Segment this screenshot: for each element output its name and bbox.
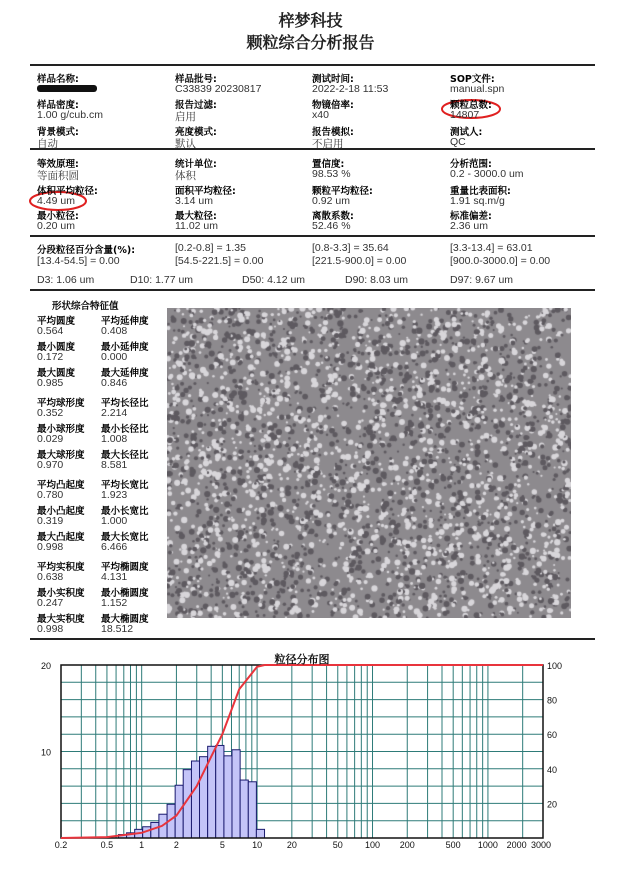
shape-label: 最大椭圆度 xyxy=(101,614,149,625)
field-value: 0.92 um xyxy=(312,195,350,207)
field-label: 颗粒平均粒径: xyxy=(312,186,373,197)
field-label: 测试人: xyxy=(450,127,483,138)
field-label: 离散系数: xyxy=(312,211,354,222)
y-right-tick-label: 40 xyxy=(547,764,558,775)
x-tick-label: 50 xyxy=(332,840,343,850)
segment-value: [0.2-0.8] = 1.35 xyxy=(175,242,246,254)
histogram-bar xyxy=(232,750,240,838)
field-value: 3.14 um xyxy=(175,195,213,207)
shape-label: 平均球形度 xyxy=(37,398,85,409)
percentile-value: D97: 9.67 um xyxy=(450,274,514,286)
shape-value: 0.998 xyxy=(37,541,64,553)
field-value: manual.spn xyxy=(450,83,505,95)
shape-value: 0.564 xyxy=(37,325,64,337)
shape-value: 0.029 xyxy=(37,433,64,445)
shape-label: 最大圆度 xyxy=(37,368,76,379)
shape-value: 0.000 xyxy=(101,351,128,363)
field-value: 体积 xyxy=(175,170,196,182)
shape-label: 平均长径比 xyxy=(101,398,149,409)
shape-label: 平均实积度 xyxy=(37,562,85,573)
field-label: 置信度: xyxy=(312,159,345,170)
field-label: 样品密度: xyxy=(37,100,79,111)
segment-value: [0.8-3.3] = 35.64 xyxy=(312,242,389,254)
field-value: 2022-2-18 11:53 xyxy=(312,83,389,95)
shape-label: 最小圆度 xyxy=(37,342,76,353)
field-value: 4.49 um xyxy=(37,195,75,207)
shape-label: 平均凸起度 xyxy=(37,480,85,491)
report-title: 颗粒综合分析报告 xyxy=(246,33,375,52)
field-value: x40 xyxy=(312,109,329,121)
field-value: 2.36 um xyxy=(450,220,488,232)
divider xyxy=(30,638,595,640)
field-value: 98.53 % xyxy=(312,168,351,180)
shape-value: 18.512 xyxy=(101,623,134,635)
x-tick-label: 2 xyxy=(173,840,179,850)
x-tick-label: 0.5 xyxy=(100,840,114,850)
shape-label: 最大球形度 xyxy=(37,450,85,461)
field-value: 52.46 % xyxy=(312,220,351,232)
field-label: 物镜倍率: xyxy=(312,100,354,111)
redacted-sample-name xyxy=(37,85,97,92)
percentile-value: D50: 4.12 um xyxy=(242,274,306,286)
x-tick-label: 200 xyxy=(399,840,415,850)
shape-label: 最小椭圆度 xyxy=(101,588,149,599)
shape-value: 0.408 xyxy=(101,325,128,337)
field-label: 体积平均粒径: xyxy=(37,186,98,197)
field-value: 1.00 g/cub.cm xyxy=(37,109,103,121)
field-label: SOP文件: xyxy=(450,74,495,85)
field-value: 自动 xyxy=(37,138,58,150)
shape-label: 平均长宽比 xyxy=(101,480,149,491)
divider xyxy=(30,289,595,291)
field-label: 样品批号: xyxy=(175,74,217,85)
segment-value: [900.0-3000.0] = 0.00 xyxy=(450,255,551,267)
divider xyxy=(30,64,595,66)
y-right-tick-label: 60 xyxy=(547,730,558,741)
microscope-image xyxy=(167,308,571,618)
shape-value: 1.008 xyxy=(101,433,128,445)
field-label: 颗粒总数: xyxy=(450,100,492,111)
company-name: 梓梦科技 xyxy=(278,11,343,30)
field-label: 统计单位: xyxy=(175,159,217,170)
field-value: 启用 xyxy=(175,111,196,123)
shape-value: 0.985 xyxy=(37,377,64,389)
size-distribution-chart xyxy=(0,650,621,880)
x-tick-label: 10 xyxy=(252,840,263,850)
shape-label: 平均椭圆度 xyxy=(101,562,149,573)
chart-title: 粒径分布图 xyxy=(274,653,330,666)
x-tick-label: 3000 xyxy=(530,840,552,850)
field-value: 默认 xyxy=(175,138,196,150)
field-value: 14807 xyxy=(450,109,480,121)
shape-label: 最小实积度 xyxy=(37,588,85,599)
y-left-tick-label: 20 xyxy=(40,661,51,671)
shape-value: 0.247 xyxy=(37,597,64,609)
x-tick-label: 100 xyxy=(364,840,381,850)
field-value: 不启用 xyxy=(312,138,344,150)
field-label: 亮度模式: xyxy=(175,127,217,138)
histogram-bar xyxy=(256,829,264,838)
x-tick-label: 2000 xyxy=(506,840,527,850)
shape-value: 0.846 xyxy=(101,377,128,389)
field-value: 等面积圆 xyxy=(37,170,79,182)
shape-label: 最小长宽比 xyxy=(101,506,149,517)
shape-value: 0.638 xyxy=(37,571,64,583)
x-tick-label: 5 xyxy=(219,840,225,850)
x-tick-label: 500 xyxy=(445,840,461,850)
field-label: 等效原理: xyxy=(37,159,79,170)
field-label: 测试时间: xyxy=(312,74,354,85)
y-right-tick-label: 100 xyxy=(547,661,563,671)
x-tick-label: 0.2 xyxy=(54,840,68,850)
divider xyxy=(30,235,595,237)
percentile-value: D90: 8.03 um xyxy=(345,274,409,286)
histogram-bar xyxy=(200,757,208,838)
field-value: C33839 20230817 xyxy=(175,83,262,95)
shape-label: 最大长径比 xyxy=(101,450,149,461)
field-value: 0.20 um xyxy=(37,220,75,232)
segment-value: [221.5-900.0] = 0.00 xyxy=(312,255,407,267)
shape-value: 8.581 xyxy=(101,459,128,471)
histogram-bar xyxy=(240,780,248,838)
shape-value: 0.970 xyxy=(37,459,64,471)
histogram-bar xyxy=(216,745,224,838)
field-label: 背景模式: xyxy=(37,127,79,138)
shape-value: 0.319 xyxy=(37,515,64,527)
shape-value: 4.131 xyxy=(101,571,128,583)
shape-value: 0.780 xyxy=(37,489,64,501)
segments-label: 分段粒径百分含量(%): xyxy=(37,245,136,256)
x-tick-label: 1000 xyxy=(477,840,498,850)
field-label: 报告过滤: xyxy=(175,100,217,111)
field-label: 面积平均粒径: xyxy=(175,186,236,197)
shape-title: 形状综合特征值 xyxy=(52,301,119,312)
field-label: 样品名称: xyxy=(37,74,79,85)
histogram-bar xyxy=(191,761,199,838)
shape-value: 6.466 xyxy=(101,541,128,553)
field-value: 11.02 um xyxy=(175,220,218,232)
field-value: 0.2 - 3000.0 um xyxy=(450,168,524,180)
y-right-tick-label: 80 xyxy=(547,695,558,706)
shape-label: 最大延伸度 xyxy=(101,368,149,379)
shape-label: 最小凸起度 xyxy=(37,506,85,517)
shape-value: 1.152 xyxy=(101,597,128,609)
y-left-tick-label: 10 xyxy=(40,747,51,758)
field-label: 最大粒径: xyxy=(175,211,217,222)
field-label: 重量比表面积: xyxy=(450,186,511,197)
histogram-bar xyxy=(224,756,232,838)
segment-value: [54.5-221.5] = 0.00 xyxy=(175,255,264,267)
shape-value: 1.923 xyxy=(101,489,128,501)
x-tick-label: 20 xyxy=(286,840,297,850)
segment-value: [3.3-13.4] = 63.01 xyxy=(450,242,533,254)
field-value: QC xyxy=(450,136,466,148)
shape-label: 最小长径比 xyxy=(101,424,149,435)
field-label: 报告模拟: xyxy=(312,127,354,138)
shape-label: 最大凸起度 xyxy=(37,532,85,543)
field-label: 最小粒径: xyxy=(37,211,79,222)
x-tick-label: 1 xyxy=(139,840,145,850)
shape-value: 0.998 xyxy=(37,623,64,635)
shape-value: 2.214 xyxy=(101,407,128,419)
shape-label: 平均延伸度 xyxy=(101,316,149,327)
shape-label: 最小球形度 xyxy=(37,424,85,435)
shape-label: 平均圆度 xyxy=(37,316,76,327)
field-label: 分析范围: xyxy=(450,159,492,170)
percentile-value: D10: 1.77 um xyxy=(130,274,194,286)
shape-label: 最小延伸度 xyxy=(101,342,149,353)
field-label: 标准偏差: xyxy=(450,211,492,222)
shape-value: 0.352 xyxy=(37,407,64,419)
shape-value: 0.172 xyxy=(37,351,64,363)
histogram-bar xyxy=(248,782,256,838)
segment-value: [13.4-54.5] = 0.00 xyxy=(37,255,120,267)
shape-value: 1.000 xyxy=(101,515,128,527)
shape-label: 最大实积度 xyxy=(37,614,85,625)
field-value: 1.91 sq.m/g xyxy=(450,195,505,207)
percentile-value: D3: 1.06 um xyxy=(37,274,95,286)
y-right-tick-label: 20 xyxy=(547,799,558,810)
shape-label: 最大长宽比 xyxy=(101,532,149,543)
